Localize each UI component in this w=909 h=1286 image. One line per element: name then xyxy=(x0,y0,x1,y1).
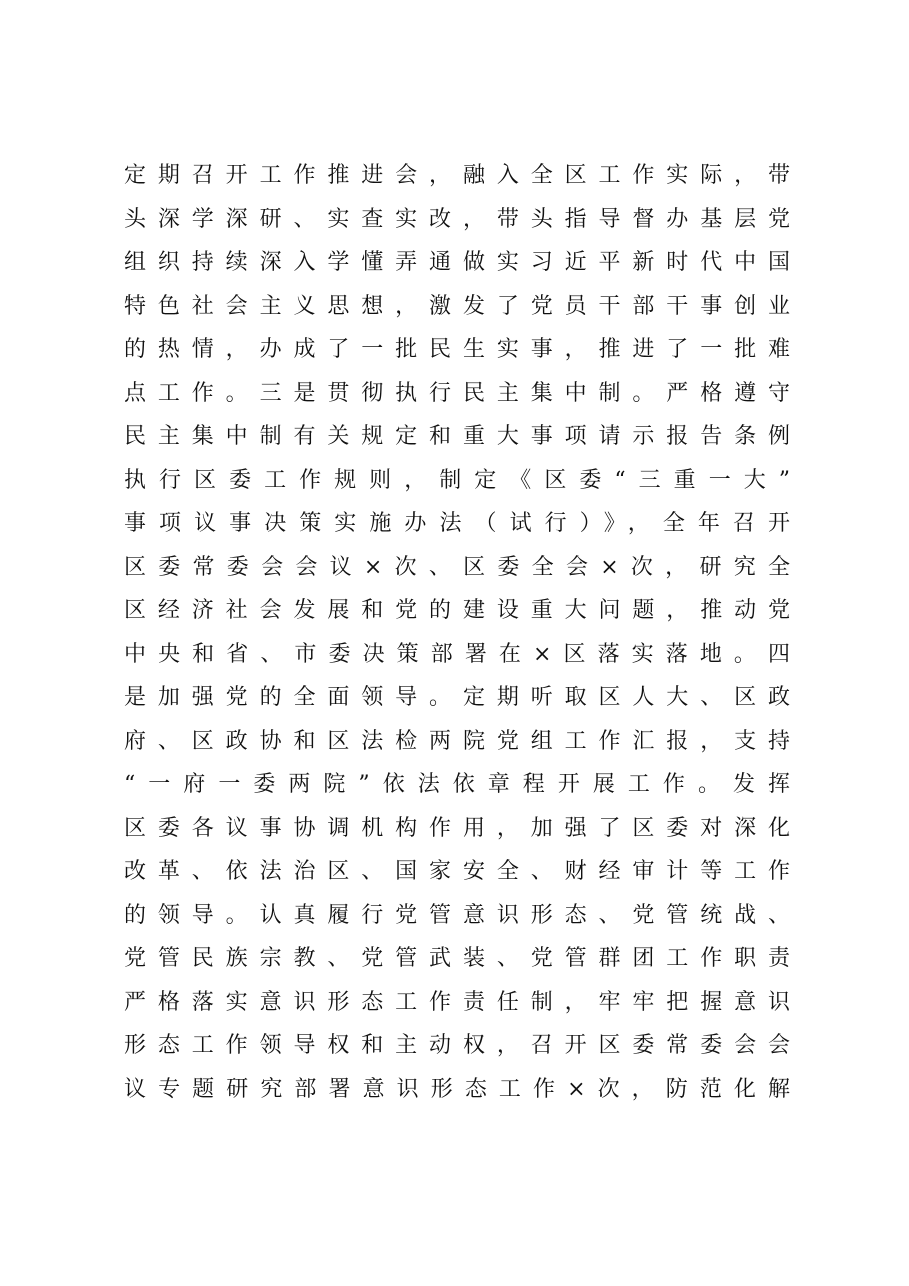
text-line: “一府一委两院”依法依章程开展工作。发挥 xyxy=(124,772,790,797)
text-line: 民主集中制有关规定和重大事项请示报告条例 xyxy=(124,424,790,449)
text-line: 议专题研究部署意识形态工作×次，防范化解 xyxy=(124,1076,790,1102)
text-line: 定期召开工作推进会，融入全区工作实际，带 xyxy=(124,163,790,188)
text-line: 的热情，办成了一批民生实事，推进了一批难 xyxy=(124,337,790,362)
text-line: 党管民族宗教、党管武装、党管群团工作职责 xyxy=(124,946,790,971)
text-line: 区委各议事协调机构作用，加强了区委对深化 xyxy=(124,815,790,841)
text-line: 特色社会主义思想，激发了党员干部干事创业 xyxy=(124,293,790,319)
text-line: 执行区委工作规则，制定《区委“三重一大” xyxy=(124,467,790,493)
text-line: 事项议事决策实施办法（试行）》，全年召开 xyxy=(124,511,790,536)
text-line: 中央和省、市委决策部署在×区落实落地。四 xyxy=(124,641,790,667)
text-line: 改革、依法治区、国家安全、财经审计等工作 xyxy=(124,859,790,884)
text-line: 区经济社会发展和党的建设重大问题，推动党 xyxy=(124,598,790,623)
text-line: 头深学深研、实查实改，带头指导督办基层党 xyxy=(124,206,790,232)
text-line: 的领导。认真履行党管意识形态、党管统战、 xyxy=(124,902,790,928)
text-line: 区委常委会会议×次、区委全会×次，研究全 xyxy=(124,554,790,580)
text-line: 组织持续深入学懂弄通做实习近平新时代中国 xyxy=(124,250,790,275)
document-body xyxy=(124,154,790,1111)
text-line: 是加强党的全面领导。定期听取区人大、区政 xyxy=(124,685,790,710)
text-line: 点工作。三是贯彻执行民主集中制。严格遵守 xyxy=(124,380,790,406)
text-line: 形态工作领导权和主动权，召开区委常委会会 xyxy=(124,1033,790,1058)
text-line: 府、区政协和区法检两院党组工作汇报，支持 xyxy=(124,728,790,754)
text-line: 严格落实意识形态工作责任制，牢牢把握意识 xyxy=(124,989,790,1015)
